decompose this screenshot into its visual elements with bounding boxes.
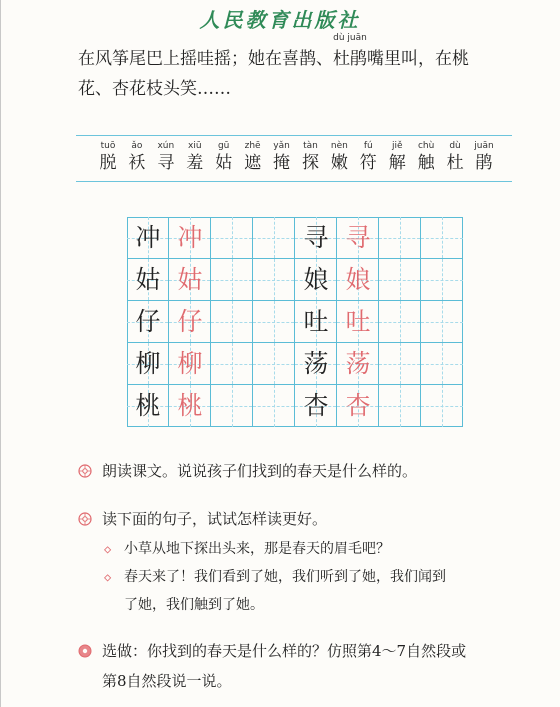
- filled-flower-bullet-icon: [78, 644, 92, 658]
- grid-cell: [169, 385, 211, 427]
- vocab-pinyin: zhē: [244, 141, 261, 151]
- vocab-row: [96, 140, 496, 174]
- grid-cell: [379, 343, 421, 385]
- grid-cell: [211, 343, 253, 385]
- grid-cell: [211, 301, 253, 343]
- vocab-hanzi: 羞: [186, 153, 204, 173]
- grid-cell: [127, 259, 169, 301]
- vocab-hanzi: 袄: [128, 153, 146, 173]
- vocab-bottom-rule: [76, 181, 512, 182]
- grid-cell: [421, 343, 463, 385]
- vocab-pinyin: xiū: [188, 141, 202, 151]
- grid-cell: [295, 301, 337, 343]
- question-2-item-1: [104, 538, 390, 560]
- grid-cell: [379, 385, 421, 427]
- grid-cell: [337, 301, 379, 343]
- grid-cell: [421, 217, 463, 259]
- vocab-hanzi: 鹃: [475, 153, 493, 173]
- vocab-item: [270, 140, 294, 174]
- vocab-pinyin: tàn: [303, 141, 318, 151]
- vocab-item: [385, 140, 409, 174]
- question-2-item-2-text: 春天来了！我们看到了她，我们听到了她，我们闻到: [124, 569, 446, 585]
- vocab-item: [241, 140, 265, 174]
- model-character: 娘: [345, 265, 371, 294]
- vocab-item: [327, 140, 351, 174]
- grid-cell: [127, 217, 169, 259]
- question-2-item-1-text: 小草从地下探出头来，那是春天的眉毛吧？: [124, 541, 390, 557]
- grid-cell: [337, 343, 379, 385]
- grid-cell: [379, 301, 421, 343]
- grid-cell: [253, 343, 295, 385]
- model-character: 桃: [177, 391, 203, 420]
- vocab-pinyin: xún: [157, 141, 175, 151]
- grid-cell: [295, 385, 337, 427]
- print-character: 杏: [303, 391, 329, 420]
- model-character: 杏: [345, 391, 371, 420]
- grid-cell: [253, 259, 295, 301]
- page-left-edge: [0, 0, 1, 707]
- passage-line-2: 花、杏花枝头笑……: [78, 79, 231, 99]
- vocab-hanzi: 姑: [215, 153, 233, 173]
- vocab-hanzi: 触: [417, 153, 435, 173]
- vocab-item: [212, 140, 236, 174]
- grid-cell: [253, 217, 295, 259]
- grid-cell: [379, 259, 421, 301]
- ruby-word-dujuan: [333, 33, 367, 74]
- grid-cell: [127, 301, 169, 343]
- grid-cell: [295, 259, 337, 301]
- vocab-item: [356, 140, 380, 174]
- grid-cell: [211, 217, 253, 259]
- grid-cell: [211, 385, 253, 427]
- vocab-pinyin: gū: [217, 141, 230, 151]
- flower-bullet-icon: [78, 464, 92, 478]
- character-writing-grid: [127, 217, 463, 427]
- vocab-item: [154, 140, 178, 174]
- grid-cell: [253, 301, 295, 343]
- vocab-item: [183, 140, 207, 174]
- question-3-text-line-2: 第8自然段说一说。: [102, 672, 232, 690]
- grid-cell: [253, 385, 295, 427]
- grid-cell: [169, 301, 211, 343]
- vocab-hanzi: 探: [301, 153, 319, 173]
- vocab-hanzi: 杜: [446, 153, 464, 173]
- question-2-item-2-continued: [124, 594, 264, 616]
- vocab-hanzi: 掩: [273, 153, 291, 173]
- vocab-pinyin: tuō: [100, 141, 116, 151]
- grid-cell: [421, 259, 463, 301]
- print-character: 仔: [135, 307, 161, 336]
- grid-cell: [169, 259, 211, 301]
- vocab-hanzi: 脱: [99, 153, 117, 173]
- grid-cell: [127, 385, 169, 427]
- vocab-hanzi: 嫩: [330, 153, 348, 173]
- diamond-bullet-icon: ◇: [104, 570, 112, 584]
- question-1-text: 朗读课文。说说孩子们找到的春天是什么样的。: [102, 462, 418, 480]
- print-character: 娘: [303, 265, 329, 294]
- print-character: 冲: [135, 223, 161, 252]
- grid-cell: [421, 301, 463, 343]
- model-character: 寻: [345, 223, 371, 252]
- passage-line-1-after: 嘴里叫，在桃: [367, 49, 469, 69]
- question-2-item-2-cont-text: 了她，我们触到了她。: [124, 597, 264, 613]
- grid-cell: [169, 217, 211, 259]
- print-character: 姑: [135, 265, 161, 294]
- print-character: 柳: [135, 349, 161, 378]
- passage-line-1: [78, 33, 518, 74]
- vocab-pinyin: fú: [363, 141, 373, 151]
- print-character: 荡: [303, 349, 329, 378]
- vocab-item: [125, 140, 149, 174]
- model-character: 吐: [345, 307, 371, 336]
- vocab-item: [96, 140, 120, 174]
- ruby-hanzi: 杜鹃: [333, 49, 367, 69]
- vocab-pinyin: juān: [474, 141, 494, 151]
- vocab-item: [443, 140, 467, 174]
- vocab-item: [414, 140, 438, 174]
- vocab-pinyin: chù: [417, 141, 435, 151]
- model-character: 冲: [177, 223, 203, 252]
- print-character: 桃: [135, 391, 161, 420]
- publisher-logo: 人民教育出版社: [199, 8, 361, 32]
- diamond-bullet-icon: ◇: [104, 542, 112, 556]
- ruby-pinyin: dù juān: [333, 33, 367, 43]
- vocab-pinyin: jiě: [391, 141, 403, 151]
- passage-text: [78, 33, 518, 104]
- passage-line-1-before: 在风筝尾巴上摇哇摇；她在喜鹊、: [78, 49, 333, 69]
- grid-cell: [421, 385, 463, 427]
- grid-cell: [127, 343, 169, 385]
- question-3-text-line-1: 选做：你找到的春天是什么样的？仿照第4～7自然段或: [102, 642, 467, 660]
- question-2-item-2: [104, 566, 446, 588]
- vocab-hanzi: 符: [359, 153, 377, 173]
- print-character: 吐: [303, 307, 329, 336]
- vocab-hanzi: 寻: [157, 153, 175, 173]
- model-character: 姑: [177, 265, 203, 294]
- model-character: 仔: [177, 307, 203, 336]
- vocab-pinyin: nèn: [330, 141, 348, 151]
- vocab-hanzi: 解: [388, 153, 406, 173]
- grid-cell: [169, 343, 211, 385]
- grid-cell: [295, 217, 337, 259]
- vocab-item: [298, 140, 322, 174]
- grid-cell: [337, 259, 379, 301]
- print-character: 寻: [303, 223, 329, 252]
- flower-bullet-icon: [78, 512, 92, 526]
- vocab-item: [472, 140, 496, 174]
- grid-cell: [379, 217, 421, 259]
- grid-cell: [295, 343, 337, 385]
- vocab-pinyin: dù: [449, 141, 461, 151]
- model-character: 柳: [177, 349, 203, 378]
- grid-cell: [211, 259, 253, 301]
- vocab-top-rule: [76, 135, 512, 136]
- vocab-pinyin: yǎn: [273, 141, 290, 151]
- grid-cell: [337, 385, 379, 427]
- grid-cell: [337, 217, 379, 259]
- question-2-text: 读下面的句子，试试怎样读更好。: [102, 510, 328, 528]
- vocab-hanzi: 遮: [244, 153, 262, 173]
- model-character: 荡: [345, 349, 371, 378]
- vocab-pinyin: ǎo: [131, 141, 143, 151]
